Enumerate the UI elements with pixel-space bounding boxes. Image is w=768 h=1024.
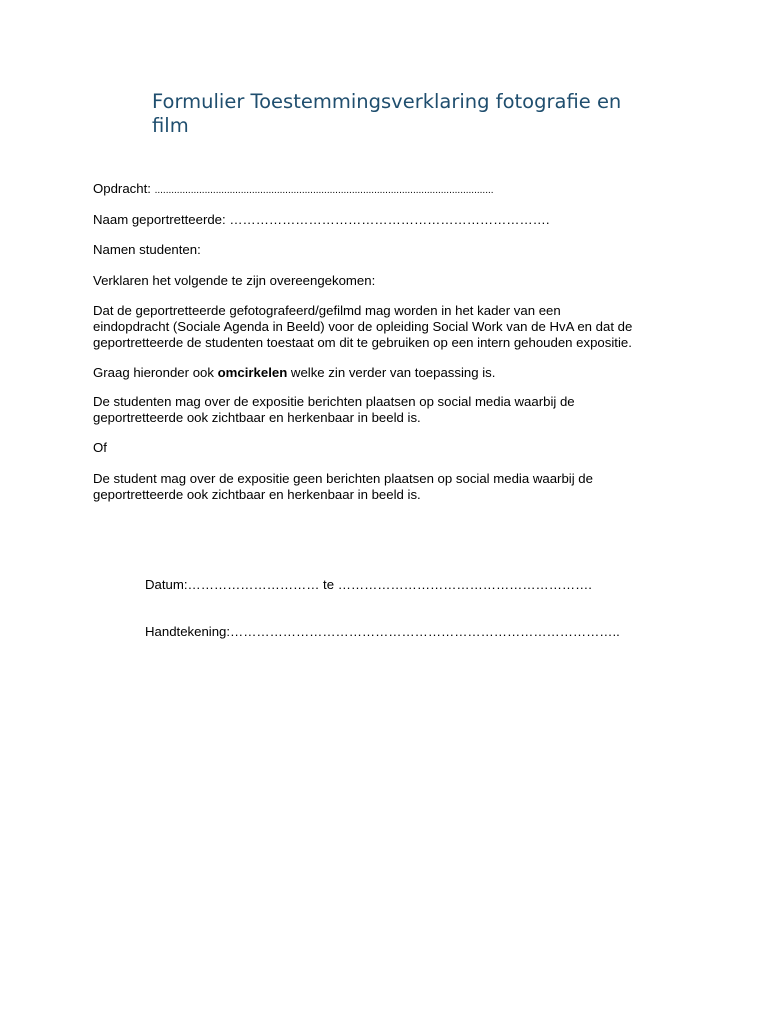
opdracht-field [93,181,693,199]
agreement-line-1: Dat de geportretteerde gefotografeerd/gefilmd mag worden in het kader van een [93,303,561,318]
opdracht-blank: .......................................................................................................................... [154,185,494,196]
agreement-line-2: eindopdracht (Sociale Agenda in Beeld) voor de opleiding Social Work van de HvA en dat de [93,319,633,334]
document-title [152,90,692,138]
or-separator: Of [93,440,107,455]
option-2-line-1: De student mag over de expositie geen berichten plaatsen op social media waarbij de [93,471,593,486]
naam-field [93,212,693,228]
verklaren-text: Verklaren het volgende te zijn overeengekomen: [93,273,376,288]
datum-field: Datum:………………………… te …………………………………………………. [145,577,592,592]
option-2-line-2: geportretteerde ook zichtbaar en herkenbaar in beeld is. [93,487,421,502]
option-1-paragraph [93,394,693,426]
document-title-line-1: Formulier Toestemmingsverklaring fotografie en [152,90,622,113]
agreement-paragraph [93,303,693,351]
namen-studenten-label: Namen studenten: [93,242,201,257]
option-2-paragraph [93,471,693,503]
instruction-text [93,365,693,381]
instruction-emphasis: omcirkelen [217,365,288,380]
handtekening-field: Handtekening:…………………………………………………………………………….. [145,624,620,639]
option-1-line-1: De studenten mag over de expositie berichten plaatsen op social media waarbij de [93,394,575,409]
naam-blank: ………………………………………………………………. [229,212,550,227]
agreement-line-3: geportretteerde de studenten toestaat om dit te gebruiken op een intern gehouden expositie. [93,335,632,350]
instruction-pre: Graag hieronder ook [93,365,218,380]
naam-label: Naam geportretteerde: [93,212,230,227]
document-title-line-2: film [152,114,189,137]
option-1-line-2: geportretteerde ook zichtbaar en herkenbaar in beeld is. [93,410,421,425]
opdracht-label: Opdracht: [93,181,155,196]
instruction-post: welke zin verder van toepassing is. [287,365,496,380]
